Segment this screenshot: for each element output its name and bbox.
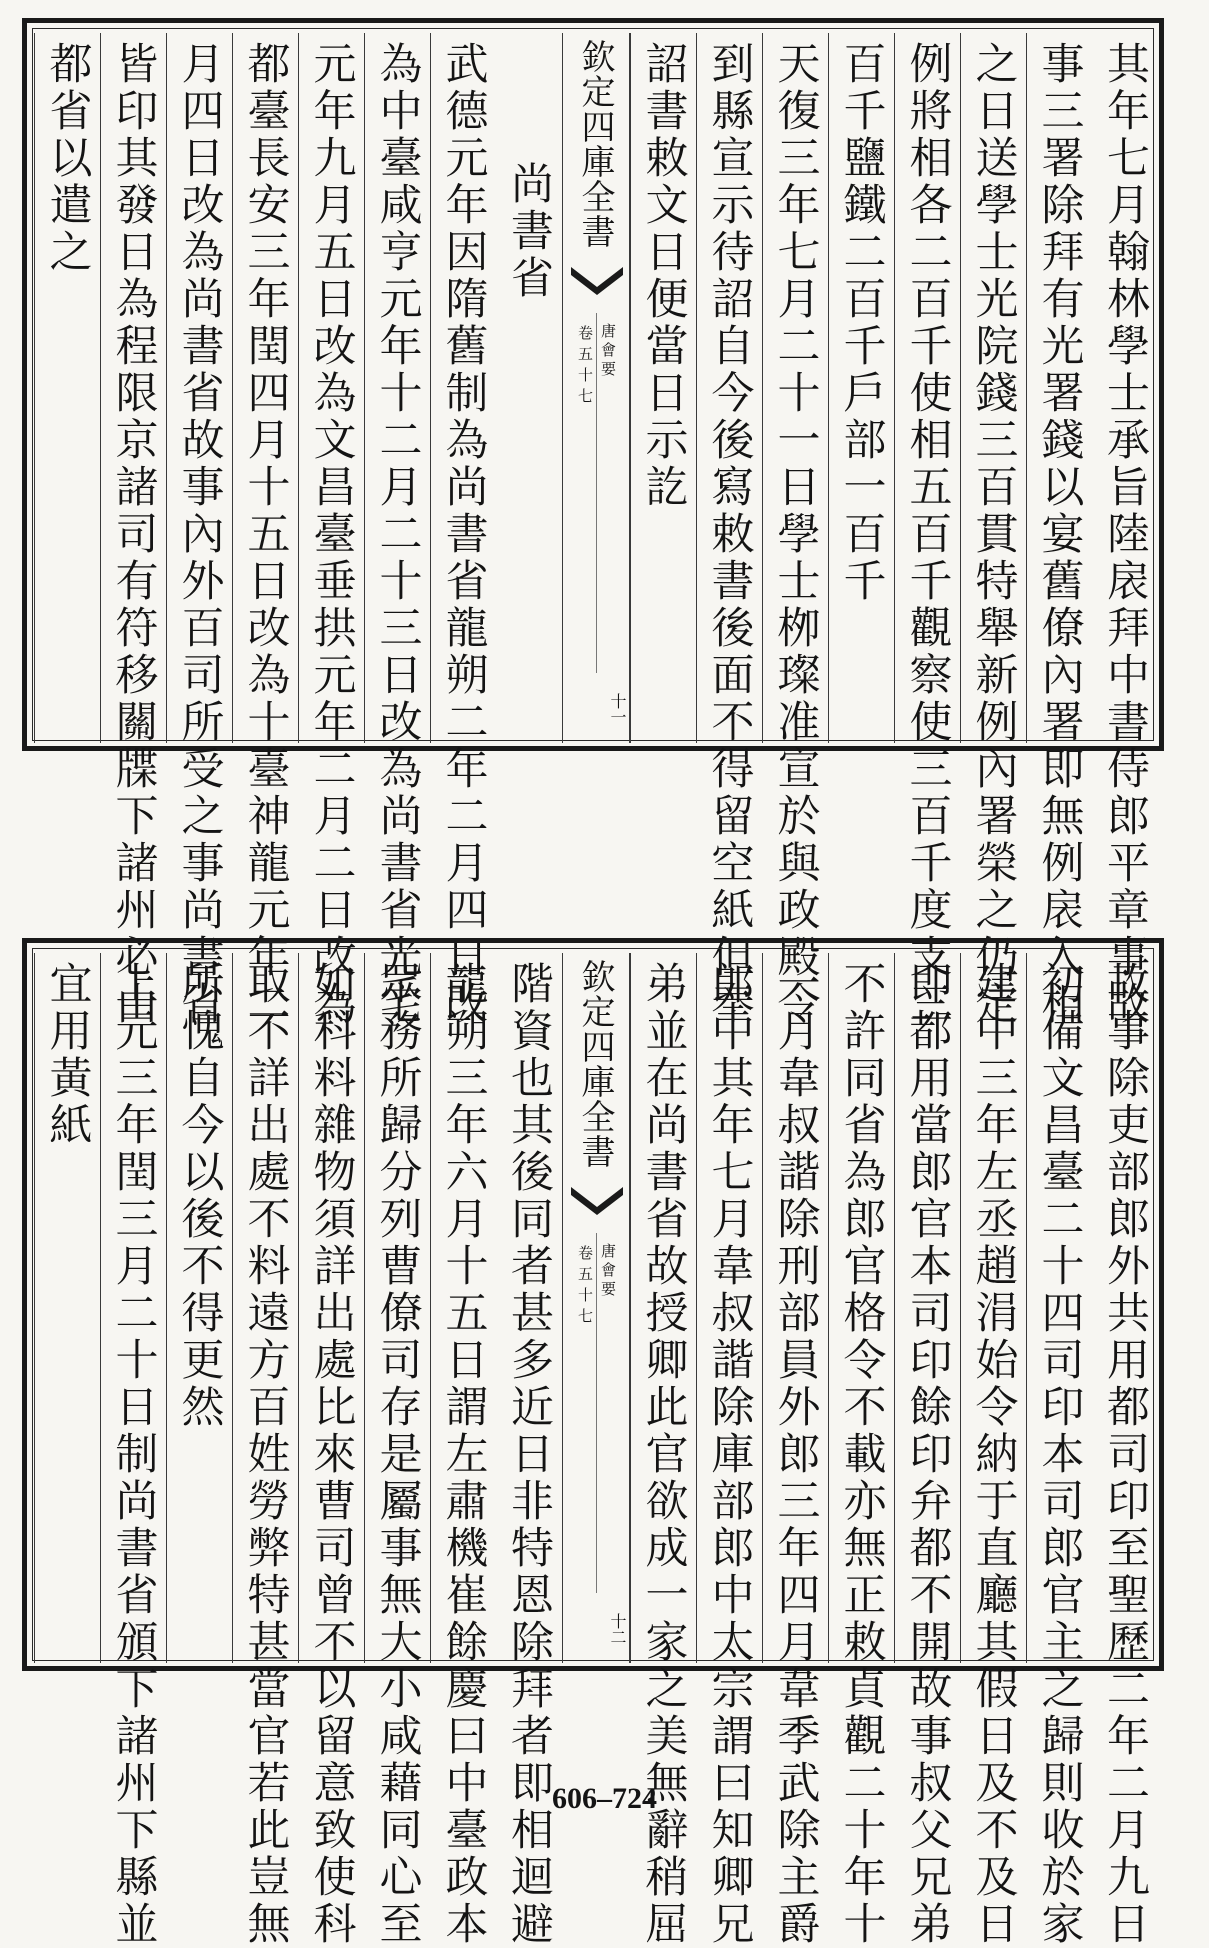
text-column [496, 33, 562, 743]
text-column [696, 953, 762, 1948]
text-column [960, 33, 1026, 1028]
column-text: 上元三年閏三月二十日制尚書省頒下諸州下縣並 [108, 961, 159, 1948]
column-text: 皆印其發日為程限京諸司有符移關牒下諸州必由 [108, 41, 159, 1028]
text-column [1092, 33, 1158, 1028]
spine-volume: 卷五十七 [576, 1245, 594, 1329]
spine-book-title: 唐會要 [599, 323, 617, 380]
spine-leaf-number: 十一 [608, 693, 627, 725]
text-column [630, 953, 696, 1948]
column-text: 眾務所歸分列曹僚司存是屬事無大小咸藉同心至 [372, 961, 423, 1948]
text-column [34, 953, 100, 1663]
text-column [298, 953, 364, 1948]
column-text: 階資也其後同者甚多近日非特恩除拜者即相迴避 [504, 961, 554, 1948]
top-page [22, 18, 1164, 1028]
column-text: 都臺長安三年閏四月十五日改為十臺神龍元年二 [240, 41, 291, 1028]
text-column [696, 33, 762, 1028]
column-text: 初備文昌臺二十四司印本司郎官主之歸則收於家 [1034, 961, 1085, 1948]
text-column [166, 33, 232, 1028]
text-column [166, 953, 232, 1663]
text-column [894, 953, 960, 1948]
column-text: 武德元年因隋舊制為尚書省龍朔二年二月四日改 [438, 41, 489, 1028]
spine-book-title: 唐會要 [599, 1243, 617, 1300]
text-column [828, 33, 894, 743]
column-text: 即都用當郎官本司印餘印弁都不開故事叔父兄弟 [902, 961, 953, 1948]
text-column [630, 33, 696, 743]
text-column [100, 33, 166, 1028]
text-column [828, 953, 894, 1948]
column-text: 天復三年七月二十一日學士栁璨准宣於與政殿令 [770, 41, 821, 1028]
text-column [1026, 953, 1092, 1948]
column-text: 一月韋叔諧除刑部員外郎三年四月韋季武除主爵 [770, 961, 821, 1948]
column-text: 之日送學士光院錢三百貫特舉新例內署榮之仍定 [968, 41, 1019, 1028]
text-column [232, 953, 298, 1948]
text-column [364, 953, 430, 1948]
column-text: 不許同省為郎官格令不載亦無正敕貞觀二十年十 [836, 961, 887, 1948]
text-column [1092, 953, 1158, 1948]
column-text: 故事除吏部郎外共用都司印至聖歷二年二月九日 [1100, 961, 1150, 1948]
text-column [232, 33, 298, 1028]
column-text: 龍朔三年六月十五日謂左肅機崔餘慶曰中臺政本 [438, 961, 489, 1948]
fish-tail-mark-icon [569, 1185, 625, 1225]
center-spine [562, 33, 630, 743]
column-text: 例將相各二百千使相五百千觀察使三百千度支三 [902, 41, 953, 1028]
column-text: 如科料雜物須詳出處比來曹司曾不以留意致使科 [306, 961, 357, 1948]
column-text: 弟並在尚書省故授卿此官欲成一家之美無辭稍屈 [638, 961, 689, 1948]
text-column [762, 953, 828, 1948]
column-text: 其年七月翰林學士承旨陸扆拜中書侍郎平章事故 [1100, 41, 1150, 1028]
column-text: 所愧自今以後不得更然 [174, 961, 225, 1431]
text-column [894, 33, 960, 1028]
text-column [496, 953, 562, 1948]
column-text: 為中臺咸亨元年十二月二十三日改為尚書省光宅 [372, 41, 423, 1028]
text-column [364, 33, 430, 1028]
column-text: 宜用黃紙 [42, 961, 93, 1149]
text-column [430, 953, 496, 1948]
spine-leaf-number: 十二 [608, 1613, 627, 1645]
column-text: 百千鹽鐵二百千戶部一百千 [836, 41, 887, 605]
text-column [430, 33, 496, 1028]
column-text: 到縣宣示待詔自今後寫敕書後面不得留空紙但奉 [704, 41, 755, 1028]
column-text: 元年九月五日改為文昌臺垂拱元年二月二日改為 [306, 41, 357, 1028]
text-column [100, 953, 166, 1948]
column-text: 建中三年左丞趙涓始令納于直廳其假日及不及日 [968, 961, 1019, 1948]
text-column [1026, 33, 1092, 1028]
spine-title: 欽定四庫全書 [575, 39, 615, 249]
column-text: 郎中其年七月韋叔諧除庫部郎中太宗謂曰知卿兄 [704, 961, 755, 1948]
text-column [762, 33, 828, 1028]
spine-title: 欽定四庫全書 [575, 959, 615, 1169]
center-spine [562, 953, 630, 1663]
column-text: 取不詳出處不料遠方百姓勞弊特甚當官若此豈無 [240, 961, 291, 1948]
text-column [960, 953, 1026, 1948]
column-text: 月四日改為尚書省故事內外百司所受之事尚書省 [174, 41, 225, 1028]
column-text: 詔書敕文日便當日示訖 [638, 41, 689, 511]
column-text: 事三署除拜有光署錢以宴舊僚內署即無例扆入相 [1034, 41, 1085, 1028]
fish-tail-mark-icon [569, 265, 625, 305]
text-column [298, 33, 364, 1028]
spine-volume: 卷五十七 [576, 325, 594, 409]
section-heading: 尚書省 [504, 161, 554, 302]
text-column [34, 33, 100, 743]
column-text: 都省以遣之 [42, 41, 93, 276]
footer-page-number: 606–724 [552, 1782, 657, 1815]
